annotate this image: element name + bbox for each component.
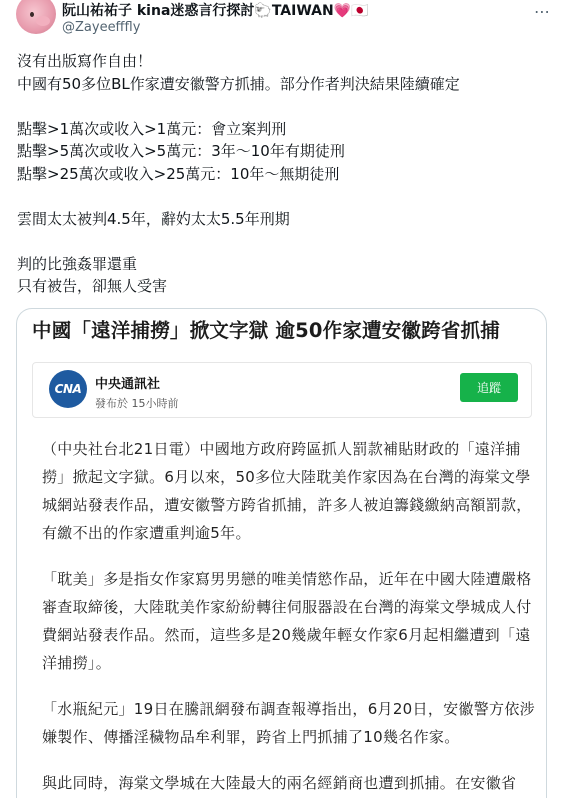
avatar[interactable] [16, 0, 56, 34]
news-source-name: 中央通訊社 [95, 377, 161, 392]
news-card-content [32, 315, 535, 798]
news-publish-time: 發布於 15小時前 [95, 397, 179, 410]
news-card[interactable] [16, 308, 547, 798]
news-headline: 中國「遠洋捕撈」掀文字獄 逾50作家遭安徽跨省抓捕 [32, 319, 500, 342]
avatar-snout [36, 16, 50, 26]
user-handle[interactable]: @Zayeefffly [62, 20, 141, 35]
follow-button[interactable]: 追蹤 [460, 373, 518, 402]
more-options-icon[interactable]: ⋯ [534, 2, 551, 21]
post-header [0, 0, 565, 40]
article-paragraph: 「水瓶紀元」19日在騰訊網發布調查報導指出，6月20日，安徽警方依涉嫌製作、傳播淫穢物品牟利罪，跨省上門抓捕了10幾名作家。 [42, 700, 535, 746]
display-name[interactable]: 阮山祐祐子 kina迷惑言行探討🐑TAIWAN💗🇯🇵 [62, 3, 369, 19]
avatar-eye [30, 12, 34, 17]
article-paragraph: 「耽美」多是指女作家寫男男戀的唯美情慾作品，近年在中國大陸遭嚴格審查取締後，大陸耽美作家紛紛轉往伺服器設在台灣的海棠文學城成人付費網站發表作品。然而，這些多是20幾歲年輕女作家6月起相繼遭到「遠洋捕撈」。 [42, 570, 532, 672]
news-article [42, 435, 538, 798]
post-text: 沒有出版寫作自由！ 中國有50多位BL作家遭安徽警方抓捕。部分作者判決結果陸續確定 點擊>1萬次或收入>1萬元：會立案判刑 點擊>5萬次或收入>5萬元：3年～10年有期徒刑 點擊>25萬次或收入>25萬元：10年～無期徒刑 雲間太太被判4.5年，辭妁太太5.5年刑期 判的比強姦罪還重 只有被告，卻無人受害 [17, 52, 460, 295]
news-source-bar [32, 362, 532, 418]
article-paragraph: （中央社台北21日電）中國地方政府跨區抓人罰款補貼財政的「遠洋捕撈」掀起文字獄。6月以來，50多位大陸耽美作家因為在台灣的海棠文學城網站發表作品，遭安徽警方跨省抓捕，許多人被迫籌錢繳納高額罰款，有繳不出的作家遭重判逾5年。 [42, 440, 532, 542]
cna-logo-icon: CNA [49, 370, 87, 408]
article-paragraph: 與此同時，海棠文學城在大陸最大的兩名經銷商也遭到抓捕。在安徽省 [42, 774, 517, 792]
